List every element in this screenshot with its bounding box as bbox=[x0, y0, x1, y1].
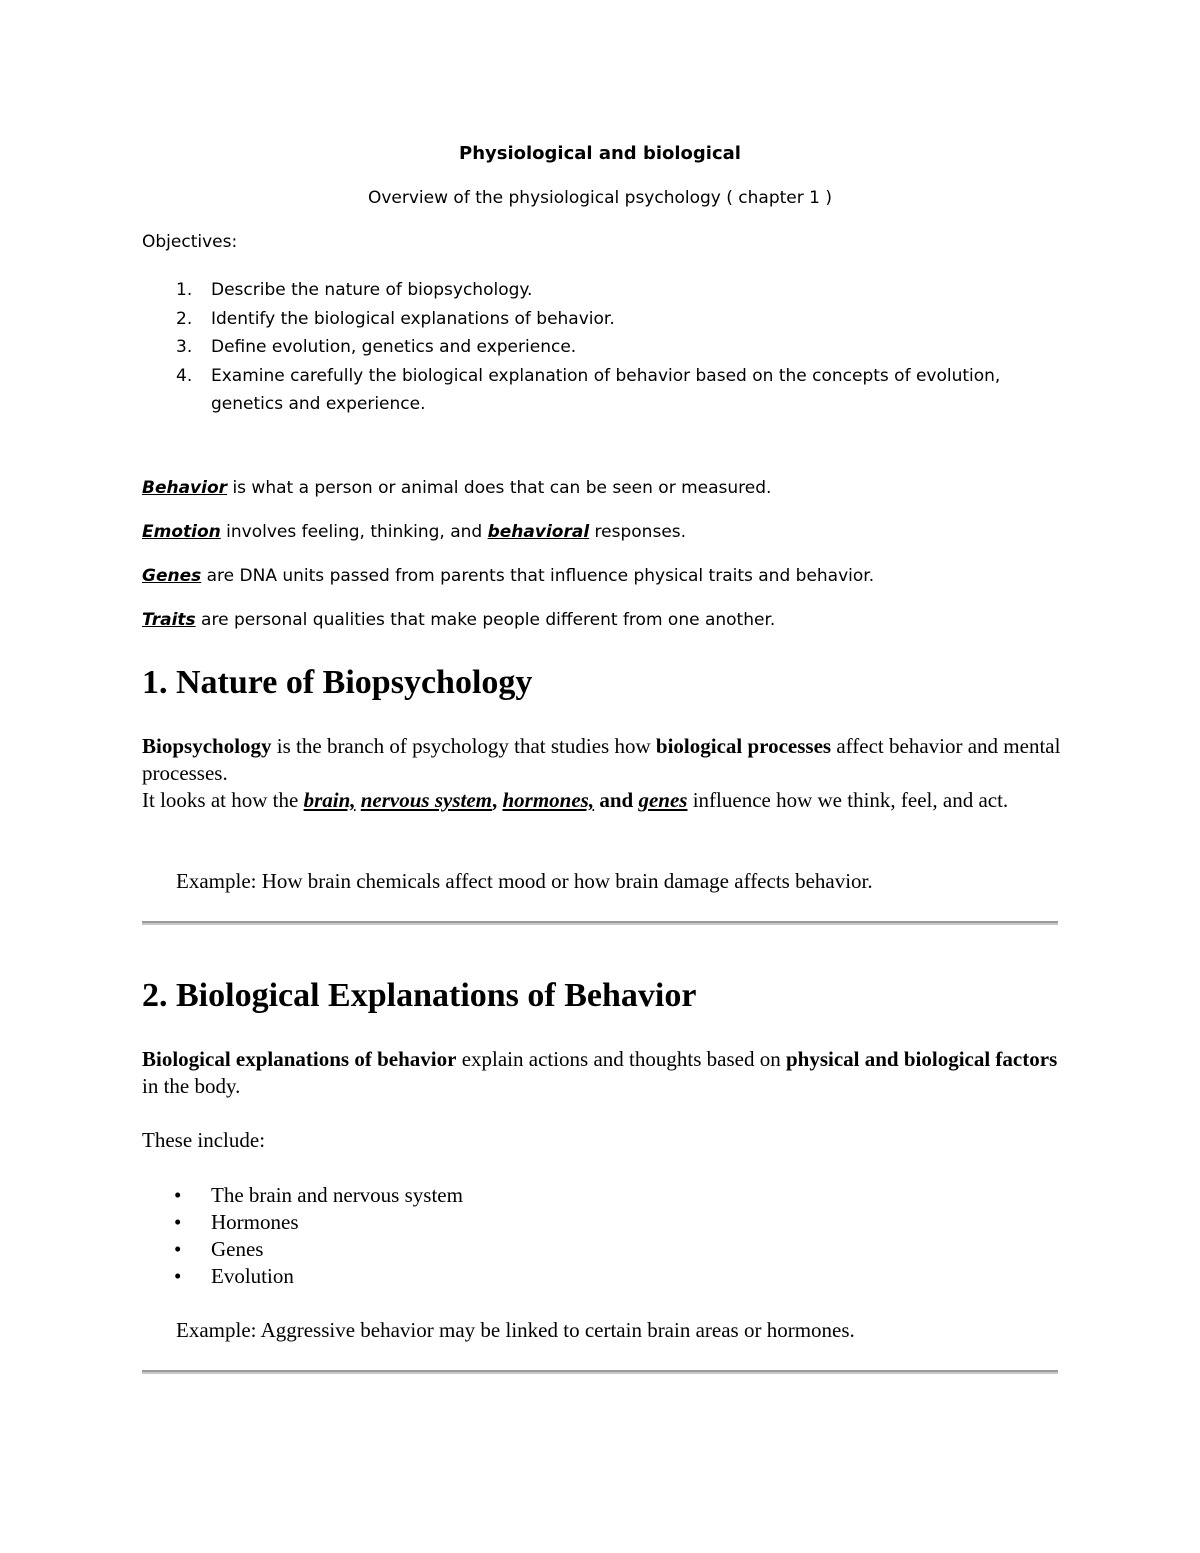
definition-emotion bbox=[142, 522, 1062, 542]
paragraph-text: influence how we think, feel, and act. bbox=[687, 788, 1009, 812]
bold-term: Biological explanations of behavior bbox=[142, 1047, 457, 1071]
term-behavioral: behavioral bbox=[487, 522, 590, 542]
section1-paragraph1 bbox=[142, 733, 1062, 787]
definition-traits bbox=[142, 610, 1062, 630]
section2-example: Example: Aggressive behavior may be linked to certain brain areas or hormones. bbox=[176, 1318, 855, 1342]
objectives-list bbox=[142, 276, 1042, 419]
term-genes: Genes bbox=[142, 566, 202, 586]
list-item bbox=[142, 1182, 463, 1209]
definition-behavior bbox=[142, 478, 1062, 498]
paragraph-text: explain actions and thoughts based on bbox=[456, 1047, 786, 1071]
definition-text: are DNA units passed from parents that influence physical traits and behavior. bbox=[201, 566, 875, 586]
list-item-text: Identify the biological explanations of behavior. bbox=[211, 308, 615, 329]
list-item-text: Evolution bbox=[211, 1264, 294, 1288]
term-traits: Traits bbox=[142, 610, 196, 630]
list-item bbox=[142, 362, 1042, 419]
term-hormones: hormones, bbox=[502, 788, 595, 812]
list-number: 1. bbox=[176, 280, 193, 300]
objectives-label: Objectives: bbox=[142, 232, 238, 252]
horizontal-rule bbox=[142, 1370, 1058, 1374]
section-heading: 1. Nature of Biopsychology bbox=[142, 664, 533, 701]
section1-example: Example: How brain chemicals affect mood or how brain damage affects behavior. bbox=[176, 869, 873, 893]
list-item bbox=[142, 305, 1042, 334]
bold-term: biological processes bbox=[655, 734, 832, 758]
list-item-text: Examine carefully the biological explanation of behavior based on the concepts of evolution, genetics and experience. bbox=[211, 365, 1001, 414]
definition-text: is what a person or animal does that can be seen or measured. bbox=[227, 478, 772, 498]
section2-paragraph1 bbox=[142, 1046, 1062, 1100]
bold-and: and bbox=[594, 788, 639, 812]
list-item-text: Define evolution, genetics and experience. bbox=[211, 337, 577, 357]
comma: , bbox=[492, 788, 503, 812]
list-item bbox=[142, 1209, 463, 1236]
document-title: Physiological and biological bbox=[459, 143, 741, 164]
paragraph-text: It looks at how the bbox=[142, 788, 304, 812]
list-item bbox=[142, 1236, 463, 1263]
bullet-icon: • bbox=[174, 1264, 182, 1288]
list-item bbox=[142, 276, 1042, 305]
horizontal-rule bbox=[142, 921, 1058, 925]
list-item-text: Describe the nature of biopsychology. bbox=[211, 280, 533, 300]
section1-paragraph2 bbox=[142, 787, 1062, 814]
section-heading: 2. Biological Explanations of Behavior bbox=[142, 977, 697, 1014]
term-emotion: Emotion bbox=[142, 522, 221, 542]
list-item-text: Genes bbox=[211, 1237, 264, 1261]
list-item bbox=[142, 333, 1042, 362]
term-genes: genes bbox=[638, 788, 688, 812]
these-include: These include: bbox=[142, 1128, 266, 1152]
list-number: 2. bbox=[176, 308, 193, 329]
definition-text: involves feeling, thinking, and bbox=[220, 522, 488, 542]
bullet-icon: • bbox=[174, 1183, 182, 1207]
bold-term: physical and biological factors bbox=[785, 1047, 1058, 1071]
list-number: 3. bbox=[176, 337, 193, 357]
term-behavior: Behavior bbox=[142, 478, 228, 498]
definition-genes bbox=[142, 566, 1062, 586]
factors-list bbox=[142, 1182, 463, 1290]
document-subtitle: Overview of the physiological psychology ( chapter 1 ) bbox=[367, 188, 832, 208]
bullet-icon: • bbox=[174, 1210, 182, 1234]
list-item-text: Hormones bbox=[211, 1210, 299, 1234]
list-number: 4. bbox=[176, 365, 193, 386]
list-item bbox=[142, 1263, 463, 1290]
definition-text: responses. bbox=[589, 522, 687, 542]
list-item-text: The brain and nervous system bbox=[211, 1183, 463, 1207]
definition-text: are personal qualities that make people different from one another. bbox=[195, 610, 776, 630]
term-brain: brain, bbox=[303, 788, 356, 812]
paragraph-text: in the body. bbox=[142, 1074, 241, 1098]
bullet-icon: • bbox=[174, 1237, 182, 1261]
paragraph-text: affect behavior and mental processes. bbox=[142, 734, 1061, 785]
paragraph-text: is the branch of psychology that studies how bbox=[271, 734, 656, 758]
bold-term: Biopsychology bbox=[142, 734, 272, 758]
term-nervous-system: nervous system bbox=[360, 788, 492, 812]
